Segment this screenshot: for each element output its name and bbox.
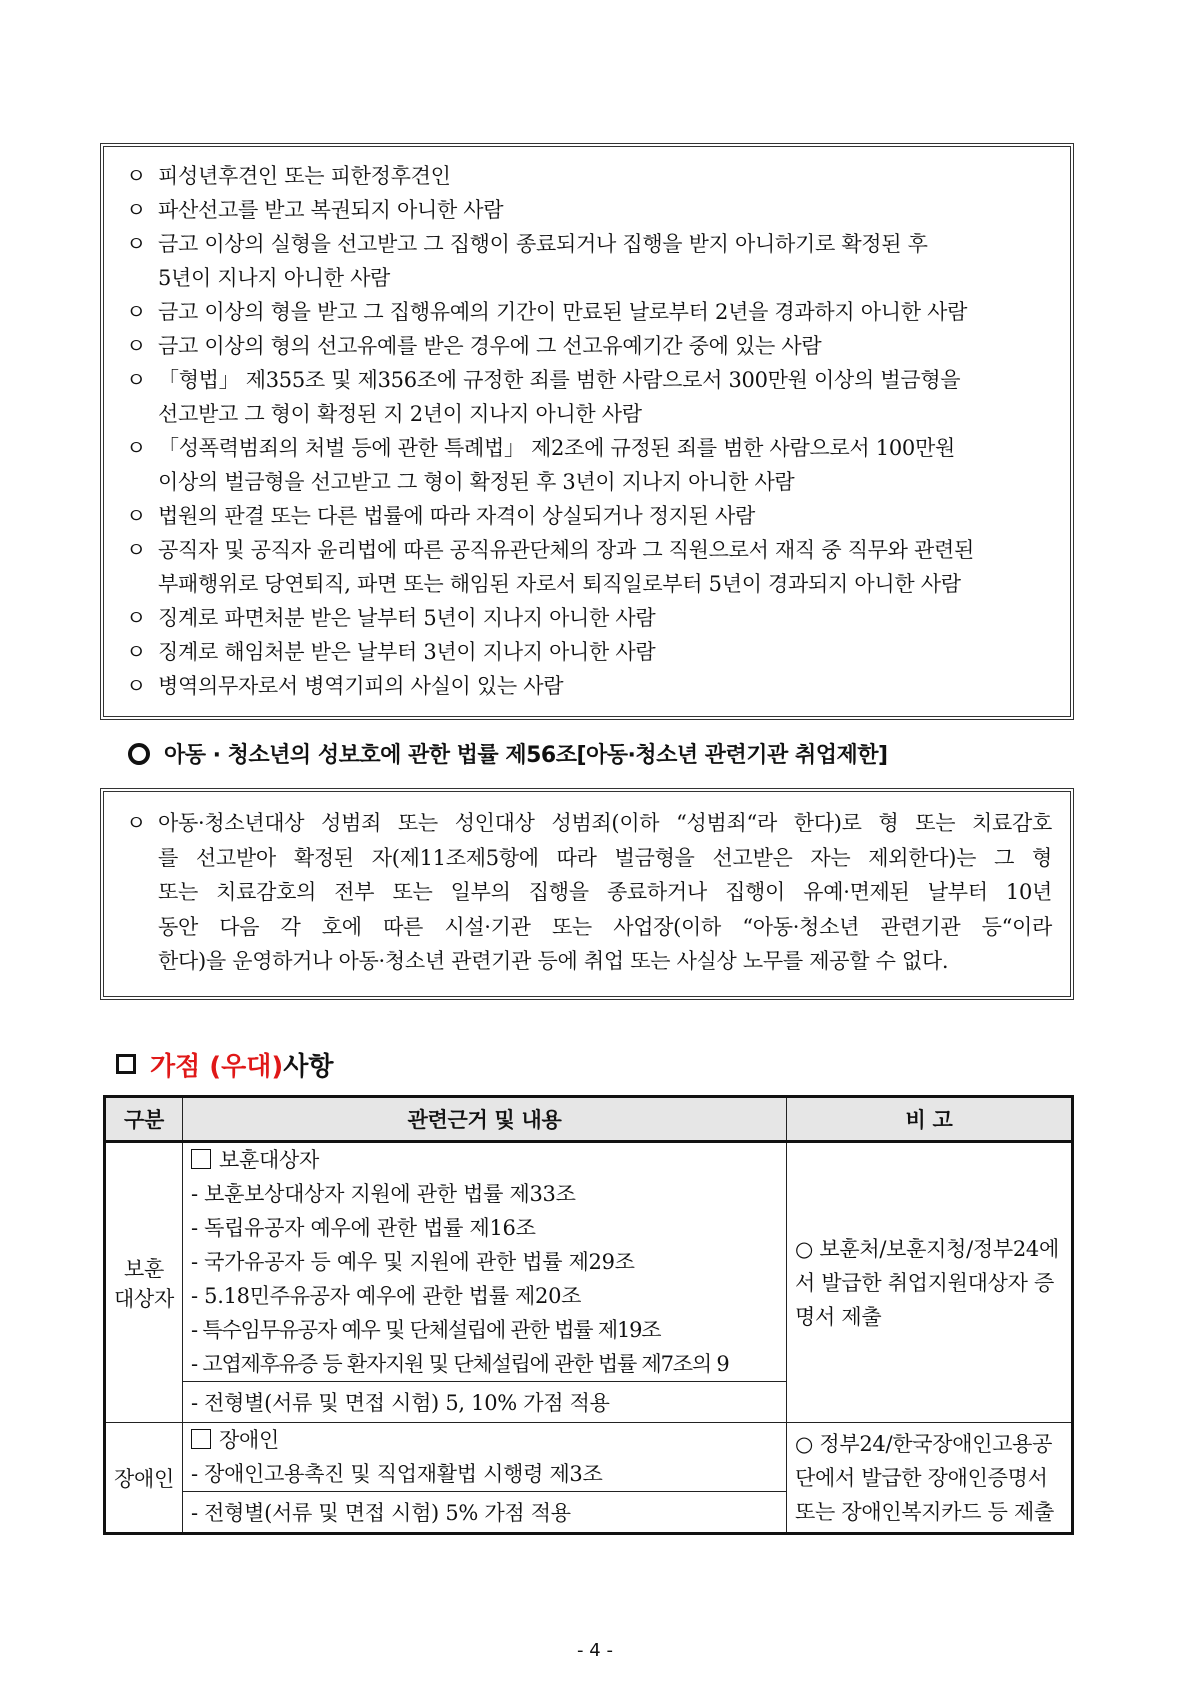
note-cell: ○ 보훈처/보훈지청/정부24에서 발급한 취업지원대상자 증명서 제출 xyxy=(787,1142,1073,1423)
youth-law-box xyxy=(103,791,1071,997)
law-item: - 장애인고용촉진 및 직업재활법 시행령 제3조 xyxy=(191,1462,603,1486)
law-item: - 국가유공자 등 예우 및 지원에 관한 법률 제29조 xyxy=(191,1250,635,1274)
list-item: ㅇ 파산선고를 받고 복권되지 아니한 사람 xyxy=(126,198,504,222)
list-item: ㅇ 금고 이상의 형의 선고유예를 받은 경우에 그 선고유예기간 중에 있는 사람 xyxy=(126,334,822,358)
list-item: ㅇ 법원의 판결 또는 다른 법률에 따라 자격이 상실되거나 정지된 사람 xyxy=(126,504,755,528)
table-header-row xyxy=(105,1097,1073,1142)
youth-law-heading: 아동 · 청소년의 성보호에 관한 법률 제56조[아동·청소년 관련기관 취업제한] xyxy=(128,738,888,769)
law-item: - 독립유공자 예우에 관한 법률 제16조 xyxy=(191,1216,536,1240)
header-note: 비 고 xyxy=(787,1097,1073,1142)
header-category: 구분 xyxy=(105,1097,183,1142)
list-item: ㅇ 징계로 파면처분 받은 날부터 5년이 지나지 아니한 사람 xyxy=(126,606,656,630)
disqualification-box xyxy=(103,146,1071,717)
category-cell: 보훈 대상자 xyxy=(105,1142,183,1423)
checkbox-icon xyxy=(191,1429,211,1449)
page-number: - 4 - xyxy=(577,1640,613,1661)
circle-bullet-icon xyxy=(128,743,150,765)
youth-law-text: ㅇ 아동·청소년대상 성범죄 또는 성인대상 성범죄(이하 “성범죄“라 한다)로 형 또는 치료감호 를 선고받아 확정된 자(제11조제5항에 따라 벌금형을 선고받은 자는 제외한다)는 그 형 또는 치료감호의 전부 또는 일부의 집행을 종료하거나 집행이 유예·면제된 날부터 10년 동안 다음 각 호에 따른 시설·기관 또는 사업장(이하 “아동·청소년 관련기관 등“이라 한다)을 운영하거나 아동·청소년 관련기관 등에 취업 또는 사실상 노무를 제공할 수 없다. xyxy=(126,811,1052,973)
law-item: - 5.18민주유공자 예우에 관한 법률 제20조 xyxy=(191,1284,582,1308)
content-cell xyxy=(183,1142,787,1382)
header-content: 관련근거 및 내용 xyxy=(183,1097,787,1142)
law-item: - 보훈보상대상자 지원에 관한 법률 제33조 xyxy=(191,1182,576,1206)
list-item: ㅇ 금고 이상의 실형을 선고받고 그 집행이 종료되거나 집행을 받지 아니하기로 확정된 후 5년이 지나지 아니한 사람 xyxy=(126,232,928,290)
advantage-table xyxy=(103,1095,1074,1535)
advantage-section-title: 가점 (우대)사항 xyxy=(116,1046,334,1083)
table-row xyxy=(105,1142,1073,1382)
category-cell: 장애인 xyxy=(105,1423,183,1534)
bonus-cell: - 전형별(서류 및 면접 시험) 5% 가점 적용 xyxy=(183,1492,787,1534)
law-item: - 고엽제후유증 등 환자지원 및 단체설립에 관한 법률 제7조의 9 xyxy=(191,1352,729,1376)
list-item: ㅇ 피성년후견인 또는 피한정후견인 xyxy=(126,164,451,188)
list-item: ㅇ 징계로 해임처분 받은 날부터 3년이 지나지 아니한 사람 xyxy=(126,640,656,664)
square-bullet-icon xyxy=(116,1054,136,1074)
bonus-cell: - 전형별(서류 및 면접 시험) 5, 10% 가점 적용 xyxy=(183,1382,787,1423)
list-item: ㅇ 「형법」 제355조 및 제356조에 규정한 죄를 범한 사람으로서 300만원 이상의 벌금형을 선고받고 그 형이 확정된 지 2년이 지나지 아니한 사람 xyxy=(126,368,961,426)
group-label: 보훈대상자 xyxy=(191,1143,778,1177)
note-cell: ○ 정부24/한국장애인고용공단에서 발급한 장애인증명서 또는 장애인복지카드 등 제출 xyxy=(787,1423,1073,1534)
list-item: ㅇ 「성폭력범죄의 처벌 등에 관한 특례법」 제2조에 규정된 죄를 범한 사람으로서 100만원 이상의 벌금형을 선고받고 그 형이 확정된 후 3년이 지나지 아니한 사람 xyxy=(126,436,955,494)
checkbox-icon xyxy=(191,1149,211,1169)
law-item: - 특수임무유공자 예우 및 단체설립에 관한 법률 제19조 xyxy=(191,1318,661,1342)
table-row xyxy=(105,1423,1073,1492)
list-item: ㅇ 공직자 및 공직자 윤리법에 따른 공직유관단체의 장과 그 직원으로서 재직 중 직무와 관련된 부패행위로 당연퇴직, 파면 또는 해임된 자로서 퇴직일로부터 5년이 경과되지 아니한 사람 xyxy=(126,538,974,596)
list-item: ㅇ 금고 이상의 형을 받고 그 집행유예의 기간이 만료된 날로부터 2년을 경과하지 아니한 사람 xyxy=(126,300,968,324)
content-cell xyxy=(183,1423,787,1492)
list-item: ㅇ 병역의무자로서 병역기피의 사실이 있는 사람 xyxy=(126,674,564,698)
group-label: 장애인 xyxy=(191,1423,778,1457)
